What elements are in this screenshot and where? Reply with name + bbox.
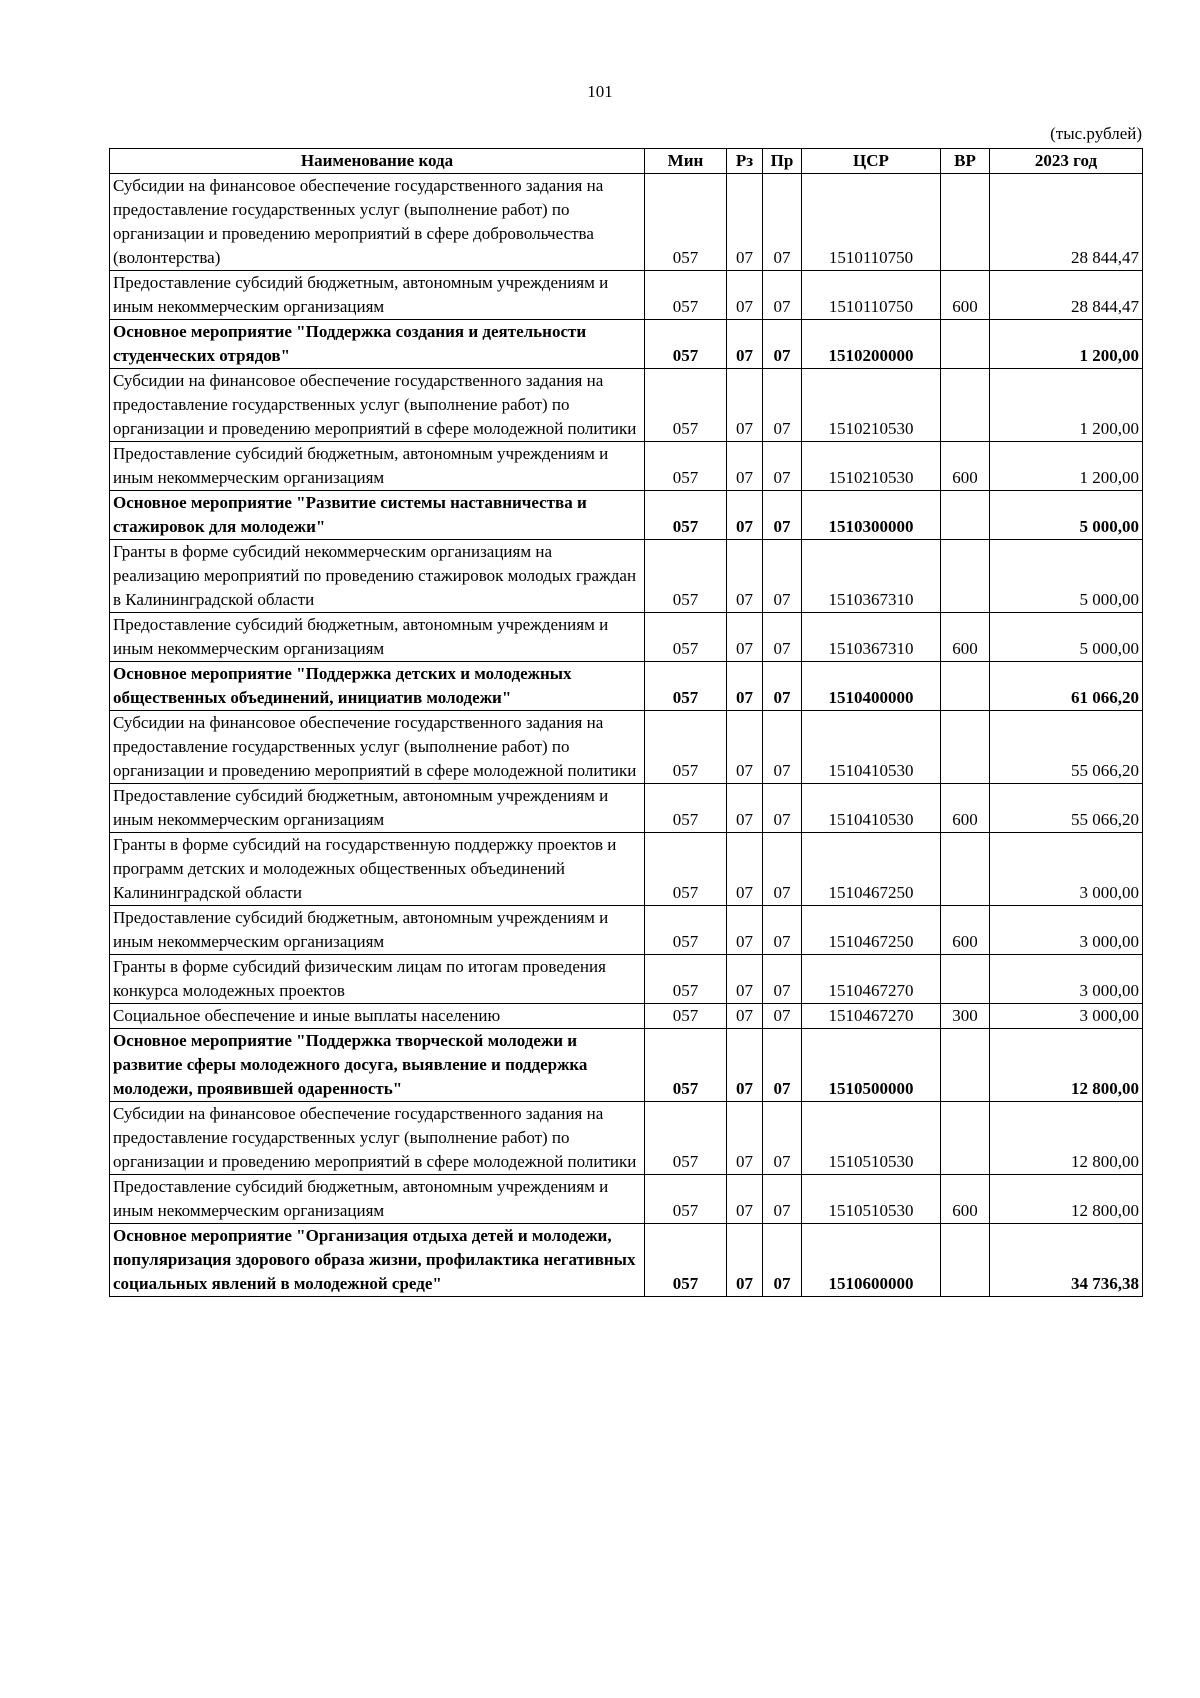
cell-pr: 07 — [763, 491, 802, 540]
cell-amount: 34 736,38 — [990, 1224, 1143, 1297]
budget-table — [109, 148, 1143, 1297]
cell-pr: 07 — [763, 271, 802, 320]
table-row — [110, 1175, 1143, 1224]
cell-rz: 07 — [727, 1224, 763, 1297]
cell-name: Субсидии на финансовое обеспечение государственного задания на предоставление государственных услуг (выполнение работ) по организации и проведению мероприятий в сфере добровольчества (волонтерства) — [110, 174, 645, 271]
cell-csr: 1510200000 — [802, 320, 941, 369]
cell-name: Субсидии на финансовое обеспечение государственного задания на предоставление государственных услуг (выполнение работ) по организации и проведению мероприятий в сфере молодежной политики — [110, 1102, 645, 1175]
header-csr: ЦСР — [802, 149, 941, 174]
header-year: 2023 год — [990, 149, 1143, 174]
cell-name: Социальное обеспечение и иные выплаты населению — [110, 1004, 645, 1029]
cell-pr: 07 — [763, 1004, 802, 1029]
cell-rz: 07 — [727, 906, 763, 955]
cell-min: 057 — [645, 1004, 727, 1029]
cell-amount: 12 800,00 — [990, 1102, 1143, 1175]
cell-min: 057 — [645, 955, 727, 1004]
cell-amount: 1 200,00 — [990, 320, 1143, 369]
cell-min: 057 — [645, 369, 727, 442]
cell-min: 057 — [645, 662, 727, 711]
cell-vr — [941, 491, 990, 540]
cell-rz: 07 — [727, 955, 763, 1004]
cell-rz: 07 — [727, 1004, 763, 1029]
cell-csr: 1510300000 — [802, 491, 941, 540]
cell-amount: 61 066,20 — [990, 662, 1143, 711]
cell-csr: 1510467270 — [802, 1004, 941, 1029]
table-row — [110, 613, 1143, 662]
cell-vr — [941, 369, 990, 442]
cell-pr: 07 — [763, 1102, 802, 1175]
table-row — [110, 369, 1143, 442]
cell-vr: 600 — [941, 784, 990, 833]
cell-min: 057 — [645, 1102, 727, 1175]
cell-rz: 07 — [727, 613, 763, 662]
cell-amount: 28 844,47 — [990, 271, 1143, 320]
cell-amount: 1 200,00 — [990, 442, 1143, 491]
cell-rz: 07 — [727, 1102, 763, 1175]
cell-min: 057 — [645, 1175, 727, 1224]
cell-name: Гранты в форме субсидий некоммерческим организациям на реализацию мероприятий по проведению стажировок молодых граждан в Калининградской области — [110, 540, 645, 613]
table-row — [110, 491, 1143, 540]
cell-min: 057 — [645, 491, 727, 540]
cell-csr: 1510467270 — [802, 955, 941, 1004]
cell-min: 057 — [645, 1224, 727, 1297]
cell-rz: 07 — [727, 1029, 763, 1102]
cell-csr: 1510367310 — [802, 540, 941, 613]
header-rz: Рз — [727, 149, 763, 174]
cell-csr: 1510510530 — [802, 1175, 941, 1224]
cell-vr: 600 — [941, 613, 990, 662]
cell-rz: 07 — [727, 271, 763, 320]
table-row — [110, 955, 1143, 1004]
cell-rz: 07 — [727, 442, 763, 491]
cell-vr — [941, 320, 990, 369]
cell-vr — [941, 540, 990, 613]
cell-rz: 07 — [727, 784, 763, 833]
cell-vr: 600 — [941, 442, 990, 491]
table-row — [110, 271, 1143, 320]
cell-rz: 07 — [727, 174, 763, 271]
cell-vr: 600 — [941, 906, 990, 955]
table-row — [110, 1004, 1143, 1029]
table-row — [110, 784, 1143, 833]
header-vr: ВР — [941, 149, 990, 174]
cell-name: Предоставление субсидий бюджетным, автономным учреждениям и иным некоммерческим организациям — [110, 613, 645, 662]
cell-amount: 55 066,20 — [990, 784, 1143, 833]
cell-csr: 1510400000 — [802, 662, 941, 711]
cell-name: Предоставление субсидий бюджетным, автономным учреждениям и иным некоммерческим организациям — [110, 1175, 645, 1224]
cell-rz: 07 — [727, 662, 763, 711]
cell-name: Предоставление субсидий бюджетным, автономным учреждениям и иным некоммерческим организациям — [110, 906, 645, 955]
cell-min: 057 — [645, 906, 727, 955]
table-row — [110, 174, 1143, 271]
cell-pr: 07 — [763, 711, 802, 784]
cell-min: 057 — [645, 1029, 727, 1102]
cell-csr: 1510410530 — [802, 711, 941, 784]
cell-vr — [941, 955, 990, 1004]
table-row — [110, 442, 1143, 491]
table-row — [110, 1029, 1143, 1102]
cell-vr — [941, 1029, 990, 1102]
cell-csr: 1510467250 — [802, 833, 941, 906]
cell-min: 057 — [645, 442, 727, 491]
cell-vr — [941, 1102, 990, 1175]
cell-pr: 07 — [763, 906, 802, 955]
cell-pr: 07 — [763, 662, 802, 711]
cell-amount: 12 800,00 — [990, 1029, 1143, 1102]
cell-amount: 3 000,00 — [990, 833, 1143, 906]
cell-min: 057 — [645, 320, 727, 369]
cell-pr: 07 — [763, 613, 802, 662]
cell-pr: 07 — [763, 833, 802, 906]
cell-vr — [941, 662, 990, 711]
cell-rz: 07 — [727, 369, 763, 442]
cell-min: 057 — [645, 540, 727, 613]
cell-pr: 07 — [763, 784, 802, 833]
table-row — [110, 1102, 1143, 1175]
cell-pr: 07 — [763, 174, 802, 271]
cell-rz: 07 — [727, 491, 763, 540]
table-row — [110, 662, 1143, 711]
cell-pr: 07 — [763, 1175, 802, 1224]
cell-min: 057 — [645, 271, 727, 320]
cell-rz: 07 — [727, 833, 763, 906]
cell-name: Гранты в форме субсидий на государственную поддержку проектов и программ детских и молодежных общественных объединений Калининградской области — [110, 833, 645, 906]
cell-rz: 07 — [727, 711, 763, 784]
table-row — [110, 833, 1143, 906]
cell-csr: 1510467250 — [802, 906, 941, 955]
cell-name: Субсидии на финансовое обеспечение государственного задания на предоставление государственных услуг (выполнение работ) по организации и проведению мероприятий в сфере молодежной политики — [110, 711, 645, 784]
cell-min: 057 — [645, 784, 727, 833]
cell-vr: 300 — [941, 1004, 990, 1029]
table-row — [110, 540, 1143, 613]
cell-amount: 3 000,00 — [990, 906, 1143, 955]
cell-vr: 600 — [941, 271, 990, 320]
cell-rz: 07 — [727, 1175, 763, 1224]
cell-csr: 1510510530 — [802, 1102, 941, 1175]
page-number: 101 — [587, 82, 613, 101]
cell-name: Предоставление субсидий бюджетным, автономным учреждениям и иным некоммерческим организациям — [110, 784, 645, 833]
table-header-row — [110, 149, 1143, 174]
cell-name: Основное мероприятие "Организация отдыха детей и молодежи, популяризация здорового образа жизни, профилактика негативных социальных явлений в молодежной среде" — [110, 1224, 645, 1297]
cell-vr — [941, 833, 990, 906]
cell-pr: 07 — [763, 369, 802, 442]
header-min: Мин — [645, 149, 727, 174]
cell-amount: 12 800,00 — [990, 1175, 1143, 1224]
cell-pr: 07 — [763, 955, 802, 1004]
cell-amount: 3 000,00 — [990, 955, 1143, 1004]
table-row — [110, 320, 1143, 369]
cell-name: Гранты в форме субсидий физическим лицам по итогам проведения конкурса молодежных проектов — [110, 955, 645, 1004]
units-label: (тыс.рублей) — [1050, 124, 1142, 143]
cell-name: Предоставление субсидий бюджетным, автономным учреждениям и иным некоммерческим организациям — [110, 442, 645, 491]
table-row — [110, 711, 1143, 784]
cell-min: 057 — [645, 174, 727, 271]
cell-csr: 1510600000 — [802, 1224, 941, 1297]
cell-csr: 1510210530 — [802, 442, 941, 491]
cell-name: Предоставление субсидий бюджетным, автономным учреждениям и иным некоммерческим организациям — [110, 271, 645, 320]
cell-pr: 07 — [763, 540, 802, 613]
cell-csr: 1510110750 — [802, 271, 941, 320]
table-body — [110, 174, 1143, 1297]
cell-amount: 3 000,00 — [990, 1004, 1143, 1029]
cell-min: 057 — [645, 711, 727, 784]
cell-name: Основное мероприятие "Развитие системы наставничества и стажировок для молодежи" — [110, 491, 645, 540]
cell-vr — [941, 1224, 990, 1297]
cell-name: Основное мероприятие "Поддержка творческой молодежи и развитие сферы молодежного досуга, выявление и поддержка молодежи, проявившей одаренность" — [110, 1029, 645, 1102]
cell-pr: 07 — [763, 1029, 802, 1102]
cell-csr: 1510210530 — [802, 369, 941, 442]
cell-pr: 07 — [763, 442, 802, 491]
cell-amount: 5 000,00 — [990, 491, 1143, 540]
header-name: Наименование кода — [110, 149, 645, 174]
table-row — [110, 906, 1143, 955]
cell-amount: 5 000,00 — [990, 540, 1143, 613]
header-pr: Пр — [763, 149, 802, 174]
cell-name: Основное мероприятие "Поддержка создания и деятельности студенческих отрядов" — [110, 320, 645, 369]
cell-vr — [941, 711, 990, 784]
cell-csr: 1510110750 — [802, 174, 941, 271]
cell-pr: 07 — [763, 320, 802, 369]
cell-name: Субсидии на финансовое обеспечение государственного задания на предоставление государственных услуг (выполнение работ) по организации и проведению мероприятий в сфере молодежной политики — [110, 369, 645, 442]
cell-amount: 55 066,20 — [990, 711, 1143, 784]
cell-min: 057 — [645, 613, 727, 662]
cell-vr: 600 — [941, 1175, 990, 1224]
table-row — [110, 1224, 1143, 1297]
cell-pr: 07 — [763, 1224, 802, 1297]
cell-name: Основное мероприятие "Поддержка детских и молодежных общественных объединений, инициатив молодежи" — [110, 662, 645, 711]
cell-amount: 5 000,00 — [990, 613, 1143, 662]
cell-csr: 1510410530 — [802, 784, 941, 833]
cell-amount: 28 844,47 — [990, 174, 1143, 271]
cell-rz: 07 — [727, 320, 763, 369]
cell-vr — [941, 174, 990, 271]
cell-min: 057 — [645, 833, 727, 906]
cell-rz: 07 — [727, 540, 763, 613]
cell-csr: 1510367310 — [802, 613, 941, 662]
cell-amount: 1 200,00 — [990, 369, 1143, 442]
cell-csr: 1510500000 — [802, 1029, 941, 1102]
